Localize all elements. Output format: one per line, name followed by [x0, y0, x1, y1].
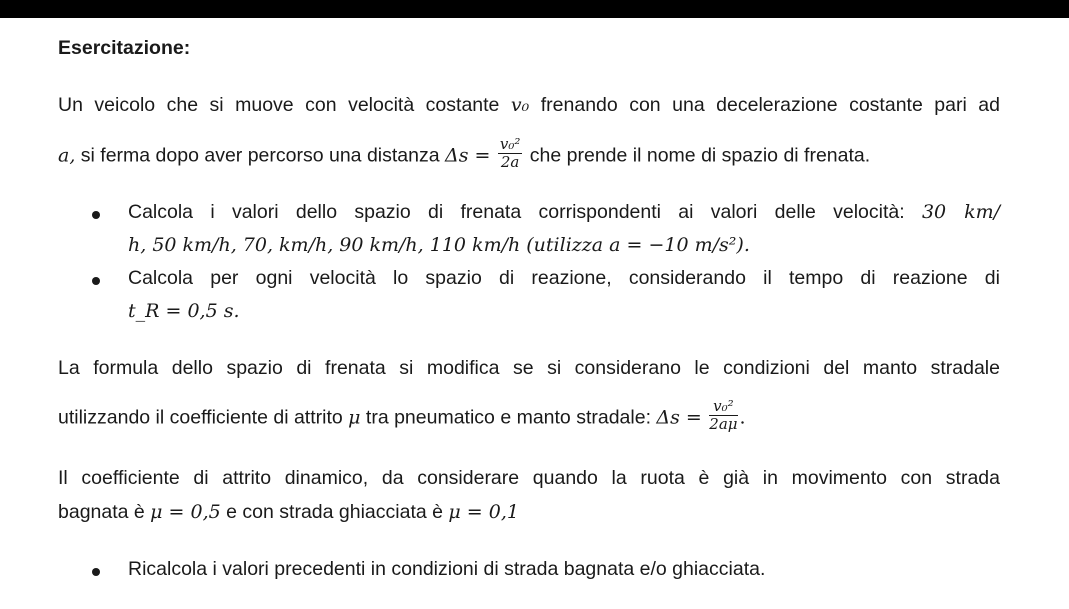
braking-distance-fraction: $\frac{\text{v₀²}}{2a}$ — [499, 135, 521, 171]
bullet-2-line-1: Calcola per ogni velocità lo spazio di reazione, considerando il tempo di reazione di — [128, 267, 1000, 289]
delta-s-symbol: Δs = — [445, 144, 491, 167]
paragraph-2-line-1: La formula dello spazio di frenata si modifica se si considerano le condizioni del manto stradale — [58, 357, 1000, 379]
paragraph-3-line-1: Il coefficiente di attrito dinamico, da considerare quando la ruota è già in movimento con strada — [58, 467, 1000, 489]
friction-distance-fraction: $\frac{\text{v₀²}}{2a\mu}$ — [709, 397, 738, 433]
bullet-dot — [92, 277, 100, 285]
paragraph-3-line-2: bagnata è μ = 0,5 e con strada ghiacciata è μ = 0,1 — [58, 501, 519, 523]
bullet-dot — [92, 211, 100, 219]
bullet-1-line-2: h, 50 km/h, 70, km/h, 90 km/h, 110 km/h (utilizza a = −10 m/s²). — [128, 234, 750, 256]
paragraph-1-line-2: a, si ferma dopo aver percorso una distanza Δs = $\frac{\text{v₀²}}{2a}$ che prende il nome di spazio di frenata. — [58, 135, 871, 171]
paragraph-1-line-1: Un veicolo che si muove con velocità costante v₀ frenando con una decelerazione costante pari ad — [58, 94, 1000, 116]
bullet-1-line-1: Calcola i valori dello spazio di frenata corrispondenti ai valori delle velocità: 30 km/ — [128, 201, 1000, 223]
delta-s-symbol: Δs = — [656, 406, 702, 429]
bullet-3-line-1: Ricalcola i valori precedenti in condizioni di strada bagnata e/o ghiacciata. — [128, 558, 766, 580]
bullet-dot — [92, 568, 100, 576]
bullet-2-line-2: t_R = 0,5 s. — [128, 300, 240, 322]
top-black-bar — [0, 0, 1069, 18]
paragraph-2-line-2: utilizzando il coefficiente di attrito μ tra pneumatico e manto stradale: Δs = $\frac{\text{v₀²}}{2a\mu}$ . — [58, 397, 746, 433]
section-heading: Esercitazione: — [58, 37, 191, 59]
